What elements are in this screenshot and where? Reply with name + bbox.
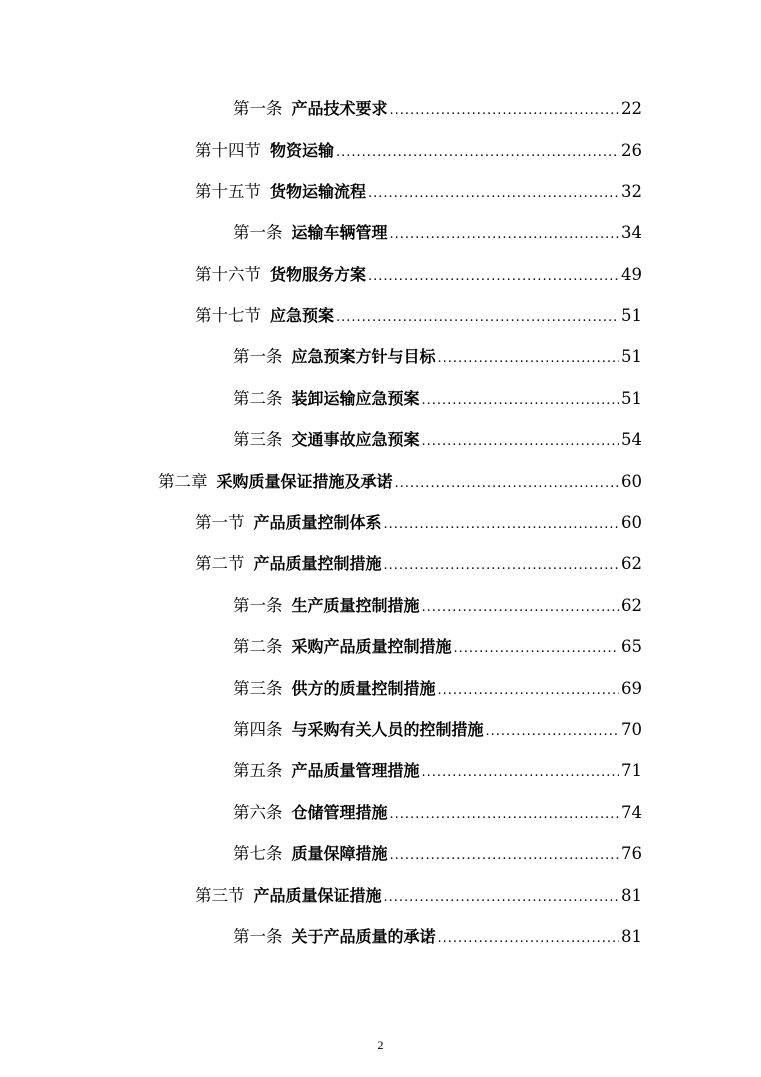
toc-entry-page: 51 <box>621 389 642 408</box>
toc-entry[interactable] <box>233 595 642 619</box>
toc-entry-title: 供方的质量控制措施 <box>291 679 436 698</box>
toc-entry-number: 第二条 <box>233 389 283 408</box>
toc-entry[interactable] <box>158 471 642 495</box>
toc-dot-leader <box>384 555 619 577</box>
toc-entry-title: 交通事故应急预案 <box>291 430 420 449</box>
toc-entry-number: 第三条 <box>233 679 283 698</box>
toc-dot-leader <box>438 928 619 950</box>
toc-entry-number: 第一节 <box>195 513 245 532</box>
toc-dot-leader <box>336 307 619 329</box>
toc-entry[interactable] <box>195 181 642 205</box>
toc-entry-title: 产品质量控制措施 <box>253 554 382 573</box>
toc-entry-page: 71 <box>621 761 642 780</box>
toc-entry-page: 26 <box>621 141 642 160</box>
page-number: 2 <box>377 1038 384 1052</box>
toc-entry-title: 关于产品质量的承诺 <box>291 927 436 946</box>
toc-dot-leader <box>384 514 619 536</box>
toc-entry-number: 第二条 <box>233 637 283 656</box>
toc-entry-number: 第十六节 <box>195 265 261 284</box>
toc-entry-number: 第四条 <box>233 720 283 739</box>
toc-entry[interactable] <box>233 388 642 412</box>
toc-entry-number: 第一条 <box>233 596 283 615</box>
toc-entry-page: 60 <box>621 513 642 532</box>
toc-dot-leader <box>390 804 619 826</box>
toc-entry-page: 62 <box>621 554 642 573</box>
toc-entry-page: 32 <box>621 182 642 201</box>
toc-entry-title: 装卸运输应急预案 <box>291 389 420 408</box>
toc-entry-title: 产品技术要求 <box>291 99 388 118</box>
toc-dot-leader <box>422 597 619 619</box>
toc-dot-leader <box>368 266 619 288</box>
toc-entry[interactable] <box>233 926 642 950</box>
toc-dot-leader <box>454 638 619 660</box>
toc-entry[interactable] <box>195 140 642 164</box>
toc-dot-leader <box>438 348 619 370</box>
toc-entry-title: 仓储管理措施 <box>291 803 388 822</box>
toc-entry-page: 22 <box>621 99 642 118</box>
toc-entry-title: 采购产品质量控制措施 <box>291 637 452 656</box>
toc-entry-number: 第一条 <box>233 99 283 118</box>
toc-entry-title: 生产质量控制措施 <box>291 596 420 615</box>
toc-entry[interactable] <box>233 222 642 246</box>
toc-entry[interactable] <box>195 305 642 329</box>
toc-entry-number: 第三节 <box>195 886 245 905</box>
toc-entry[interactable] <box>233 719 642 743</box>
toc-dot-leader <box>390 845 619 867</box>
toc-entry-number: 第十七节 <box>195 306 261 325</box>
toc-entry-page: 81 <box>621 886 642 905</box>
toc-entry-title: 产品质量管理措施 <box>291 761 420 780</box>
toc-entry-title: 应急预案方针与目标 <box>291 347 436 366</box>
toc-entry-title: 物资运输 <box>270 141 335 160</box>
toc-entry[interactable] <box>233 98 642 122</box>
toc-entry[interactable] <box>233 636 642 660</box>
toc-entry-number: 第五条 <box>233 761 283 780</box>
toc-dot-leader <box>390 224 619 246</box>
toc-dot-leader <box>422 431 619 453</box>
toc-entry[interactable] <box>195 885 642 909</box>
toc-entry-title: 货物服务方案 <box>270 265 367 284</box>
toc-dot-leader <box>486 721 619 743</box>
toc-dot-leader <box>438 680 619 702</box>
toc-entry-page: 54 <box>621 430 642 449</box>
toc-entry-title: 运输车辆管理 <box>291 223 388 242</box>
toc-entry-number: 第一条 <box>233 347 283 366</box>
toc-entry-title: 质量保障措施 <box>291 844 388 863</box>
toc-entry-page: 49 <box>621 265 642 284</box>
toc-entry-page: 51 <box>621 347 642 366</box>
toc-entry[interactable] <box>195 264 642 288</box>
toc-entry[interactable] <box>233 802 642 826</box>
toc-entry-title: 货物运输流程 <box>270 182 367 201</box>
toc-entry[interactable] <box>233 429 642 453</box>
toc-entry-page: 76 <box>621 844 642 863</box>
toc-entry-page: 69 <box>621 679 642 698</box>
toc-entry[interactable] <box>233 346 642 370</box>
toc-entry-title: 与采购有关人员的控制措施 <box>291 720 484 739</box>
toc-entry-page: 62 <box>621 596 642 615</box>
toc-dot-leader <box>422 762 619 784</box>
toc-entry[interactable] <box>233 760 642 784</box>
toc-entry[interactable] <box>195 512 642 536</box>
toc-entry-number: 第一条 <box>233 927 283 946</box>
toc-entry-page: 70 <box>621 720 642 739</box>
toc-entry-number: 第七条 <box>233 844 283 863</box>
toc-entry-number: 第十五节 <box>195 182 261 201</box>
toc-dot-leader <box>336 142 619 164</box>
toc-entry-number: 第一条 <box>233 223 283 242</box>
toc-entry[interactable] <box>195 553 642 577</box>
toc-dot-leader <box>390 100 619 122</box>
toc-entry-page: 65 <box>621 637 642 656</box>
toc-entry-title: 采购质量保证措施及承诺 <box>216 472 393 491</box>
toc-entry-page: 34 <box>621 223 642 242</box>
toc-dot-leader <box>395 473 619 495</box>
toc-entry-number: 第十四节 <box>195 141 261 160</box>
toc-entry-page: 81 <box>621 927 642 946</box>
toc-entry[interactable] <box>233 678 642 702</box>
toc-entry-number: 第三条 <box>233 430 283 449</box>
toc-entry[interactable] <box>233 843 642 867</box>
toc-entry-number: 第二节 <box>195 554 245 573</box>
toc-entry-page: 51 <box>621 306 642 325</box>
toc-dot-leader <box>384 887 619 909</box>
toc-entry-title: 产品质量控制体系 <box>253 513 382 532</box>
toc-entry-number: 第六条 <box>233 803 283 822</box>
toc-entry-title: 产品质量保证措施 <box>253 886 382 905</box>
toc-dot-leader <box>422 390 619 412</box>
toc-entry-page: 60 <box>621 472 642 491</box>
toc-entry-page: 74 <box>621 803 642 822</box>
toc-entry-title: 应急预案 <box>270 306 335 325</box>
toc-dot-leader <box>368 183 619 205</box>
toc-entry-number: 第二章 <box>158 472 208 491</box>
